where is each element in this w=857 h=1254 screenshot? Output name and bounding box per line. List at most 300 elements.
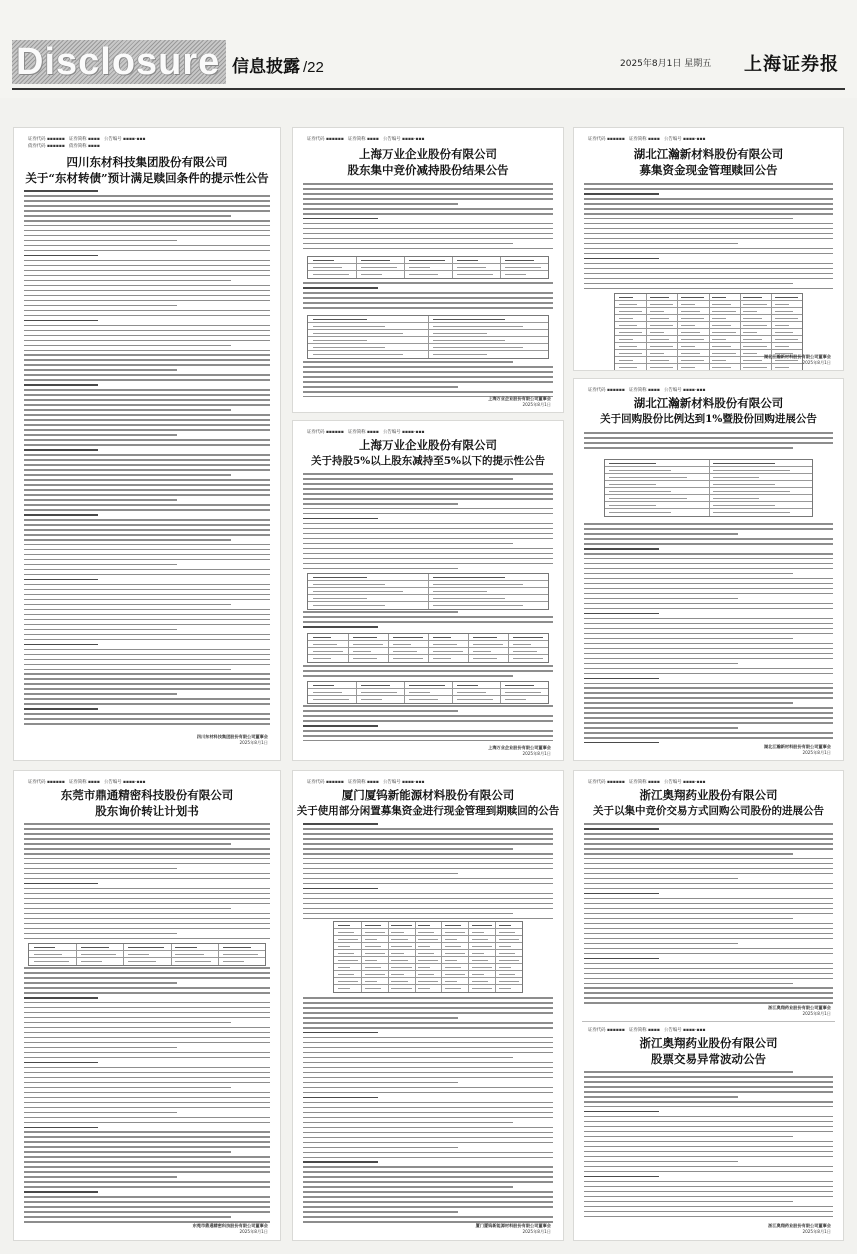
text-line — [584, 717, 833, 719]
text-line — [24, 449, 98, 451]
text-line — [584, 1191, 833, 1193]
text-line — [24, 1052, 270, 1054]
table-cell-text — [619, 353, 642, 355]
text-line — [584, 898, 833, 900]
text-line — [584, 978, 833, 980]
notice-signature — [768, 1223, 831, 1235]
table-divider — [428, 337, 429, 343]
buyback-table — [604, 459, 813, 517]
table-cell-text — [393, 651, 417, 653]
table-cell-text — [472, 946, 492, 948]
table-cell-text — [338, 974, 354, 976]
text-line — [24, 1196, 270, 1198]
text-line — [584, 618, 833, 620]
text-line — [303, 376, 553, 378]
table-row — [308, 696, 548, 703]
table-divider — [677, 308, 678, 314]
table-divider — [404, 257, 405, 263]
signature-date: 2025年8月1日 — [522, 751, 551, 756]
holder-info-table — [307, 573, 549, 610]
table-cell-text — [713, 505, 775, 507]
text-line — [303, 548, 553, 550]
text-line — [24, 1102, 270, 1104]
text-line — [584, 608, 833, 610]
text-line — [303, 558, 553, 560]
notice-company: 上海万业企业股份有限公司 — [359, 438, 497, 452]
text-line — [584, 183, 833, 185]
text-line — [24, 190, 98, 192]
text-line — [24, 210, 270, 212]
text-line — [584, 603, 833, 605]
text-line — [303, 498, 553, 500]
table-divider — [709, 336, 710, 342]
text-line — [24, 225, 270, 227]
text-line — [303, 1191, 553, 1193]
text-line — [584, 223, 833, 225]
signature-org: 四川东材科技集团股份有限公司董事会 — [196, 734, 268, 739]
table-divider — [495, 936, 496, 942]
table-divider — [709, 474, 710, 480]
text-line — [584, 1096, 738, 1098]
table-row — [615, 336, 802, 343]
table-cell-text — [365, 960, 377, 962]
table-cell-text — [681, 325, 695, 327]
text-line — [303, 873, 458, 875]
text-line — [303, 503, 458, 505]
notice-body — [303, 997, 553, 1223]
table-divider — [452, 682, 453, 688]
text-line — [24, 604, 231, 606]
text-line — [24, 200, 270, 202]
table-divider — [740, 308, 741, 314]
text-line — [584, 268, 833, 270]
text-line — [584, 697, 833, 699]
text-line — [303, 823, 378, 825]
stock-codes: 证券代码 ▪▪▪▪▪▪ 证券简称 ▪▪▪▪ 公告编号 ▪▪▪▪-▪▪▪ — [28, 137, 146, 142]
table-divider — [709, 481, 710, 487]
table-row — [308, 602, 548, 609]
table-cell-text — [457, 260, 479, 262]
table-divider — [428, 581, 429, 587]
text-line — [24, 359, 270, 361]
text-line — [24, 205, 270, 207]
table-row — [308, 323, 548, 330]
text-line — [303, 238, 553, 240]
table-cell-text — [313, 692, 342, 694]
text-line — [303, 1047, 553, 1049]
table-cell-text — [713, 463, 775, 465]
text-line — [24, 1146, 270, 1148]
table-divider — [415, 936, 416, 942]
table-cell-text — [365, 946, 381, 948]
text-line — [303, 307, 553, 309]
text-line — [584, 938, 833, 940]
text-line — [584, 553, 833, 555]
text-line — [24, 967, 270, 969]
text-line — [24, 1092, 270, 1094]
table-cell-text — [505, 260, 534, 262]
table-divider — [500, 682, 501, 688]
notice-body — [303, 823, 553, 919]
table-divider — [361, 985, 362, 992]
table-divider — [495, 964, 496, 970]
table-divider — [495, 922, 496, 928]
text-line — [24, 868, 177, 870]
text-line — [24, 664, 270, 666]
text-line — [24, 698, 270, 700]
table-divider — [348, 641, 349, 647]
notice-signature — [764, 354, 831, 366]
text-line — [24, 997, 98, 999]
text-line — [303, 203, 458, 205]
table-cell-text — [609, 512, 671, 514]
signature-date: 2025年8月1日 — [522, 1229, 551, 1234]
table-cell-text — [457, 685, 479, 687]
table-cell-text — [743, 353, 757, 355]
table-divider — [740, 336, 741, 342]
table-cell-text — [681, 346, 695, 348]
text-line — [584, 843, 833, 845]
table-divider — [468, 936, 469, 942]
table-divider — [709, 322, 710, 328]
text-line — [303, 1077, 553, 1079]
text-line — [24, 863, 270, 865]
table-cell-text — [505, 692, 541, 694]
table-row — [334, 957, 522, 964]
text-line — [584, 883, 833, 885]
table-divider — [388, 964, 389, 970]
table-cell-text — [619, 318, 633, 320]
table-cell-text — [418, 988, 430, 990]
text-line — [303, 553, 553, 555]
text-line — [303, 720, 553, 722]
table-divider — [709, 301, 710, 307]
text-line — [303, 1017, 458, 1019]
text-line — [24, 1022, 231, 1024]
text-line — [303, 1201, 553, 1203]
text-line — [24, 1201, 270, 1203]
table-divider — [428, 634, 429, 640]
table-cell-text — [743, 311, 757, 313]
table-divider — [123, 951, 124, 957]
table-cell-text — [457, 699, 493, 701]
table-divider — [388, 634, 389, 640]
text-line — [303, 1166, 553, 1168]
text-line — [24, 977, 270, 979]
cash-management-table — [333, 921, 523, 993]
text-line — [24, 1082, 270, 1084]
text-line — [303, 1206, 553, 1208]
text-line — [24, 878, 270, 880]
table-divider — [771, 308, 772, 314]
text-line — [24, 364, 270, 366]
table-cell-text — [712, 311, 735, 313]
table-cell-text — [313, 598, 367, 600]
text-line — [584, 668, 833, 670]
notice-signature — [197, 734, 268, 746]
table-cell-text — [409, 267, 431, 269]
text-line — [584, 702, 793, 704]
table-divider — [428, 648, 429, 654]
text-line — [584, 997, 833, 999]
text-line — [24, 554, 270, 556]
text-line — [303, 1052, 553, 1054]
text-line — [24, 454, 270, 456]
text-line — [584, 193, 659, 195]
table-cell-text — [338, 988, 350, 990]
text-line — [303, 1057, 513, 1059]
text-line — [584, 983, 793, 985]
text-line — [24, 270, 270, 272]
notice-body — [584, 183, 833, 291]
table-cell-text — [418, 939, 438, 941]
text-line — [24, 1117, 270, 1119]
masthead — [0, 0, 857, 98]
notice-signature — [193, 1223, 268, 1235]
table-divider — [740, 343, 741, 349]
table-divider — [171, 944, 172, 950]
text-line — [584, 288, 833, 290]
table-cell-text — [775, 311, 794, 313]
table-cell-text — [619, 325, 638, 327]
table-cell-text — [743, 332, 757, 334]
text-line — [24, 644, 98, 646]
table-divider — [404, 264, 405, 270]
text-line — [24, 828, 270, 830]
table-cell-text — [472, 960, 488, 962]
table-cell-text — [391, 988, 411, 990]
text-line — [24, 250, 270, 252]
text-line — [24, 1112, 177, 1114]
text-line — [584, 1156, 833, 1158]
notice-headline: 关于以集中竞价交易方式回购公司股份的进展公告 — [593, 805, 824, 817]
table-divider — [428, 655, 429, 662]
text-line — [24, 394, 270, 396]
text-line — [584, 1211, 833, 1213]
text-line — [303, 568, 458, 570]
text-line — [24, 673, 270, 675]
text-line — [303, 233, 553, 235]
text-line — [584, 913, 833, 915]
table-cell-text — [409, 260, 445, 262]
table-cell-text — [391, 981, 407, 983]
table-row — [334, 936, 522, 943]
text-line — [584, 533, 738, 535]
text-line — [24, 310, 270, 312]
text-line — [584, 1146, 833, 1148]
signature-date: 2025年8月1日 — [522, 402, 551, 407]
text-line — [24, 345, 231, 347]
signature-org: 湖北江瀚新材料股份有限公司董事会 — [763, 354, 831, 359]
table-cell-text — [743, 304, 766, 306]
text-line — [24, 659, 270, 661]
text-line — [24, 1097, 270, 1099]
text-line — [24, 260, 270, 262]
table-row — [308, 344, 548, 351]
text-line — [584, 442, 833, 444]
signature-org: 湖北江瀚新材料股份有限公司董事会 — [763, 744, 831, 749]
text-line — [584, 1136, 793, 1138]
table-divider — [646, 315, 647, 321]
table-cell-text — [473, 644, 503, 646]
text-line — [584, 213, 833, 215]
table-cell-text — [775, 304, 789, 306]
table-divider — [404, 682, 405, 688]
table-cell-text — [361, 267, 397, 269]
table-divider — [388, 655, 389, 662]
table-cell-text — [505, 685, 534, 687]
text-line — [24, 669, 231, 671]
text-line — [24, 1176, 177, 1178]
text-line — [24, 838, 270, 840]
text-line — [303, 1072, 553, 1074]
holding-table — [307, 681, 549, 704]
table-cell-text — [505, 274, 527, 276]
table-divider — [709, 315, 710, 321]
table-divider — [428, 641, 429, 647]
table-cell-text — [433, 584, 523, 586]
table-row — [605, 495, 812, 502]
text-line — [584, 838, 833, 840]
text-line — [584, 638, 793, 640]
text-line — [24, 589, 270, 591]
table-cell-text — [433, 326, 523, 328]
table-cell-text — [338, 939, 358, 941]
text-line — [303, 1112, 553, 1114]
notice-headline: 关于使用部分闲置募集资金进行现金管理到期赎回的公告 — [296, 805, 560, 817]
notice-signature — [764, 744, 831, 756]
table-divider — [677, 322, 678, 328]
text-line — [24, 843, 231, 845]
table-cell-text — [650, 332, 664, 334]
table-cell-text — [681, 367, 695, 369]
table-divider — [646, 301, 647, 307]
text-line — [24, 315, 270, 317]
text-line — [584, 623, 833, 625]
text-line — [584, 893, 659, 895]
table-divider — [361, 964, 362, 970]
table-cell-text — [418, 981, 438, 983]
text-line — [24, 1127, 98, 1129]
text-line — [303, 213, 553, 215]
table-divider — [495, 985, 496, 992]
table-cell-text — [473, 637, 497, 639]
text-line — [24, 1161, 270, 1163]
table-divider — [677, 343, 678, 349]
text-line — [303, 1012, 553, 1014]
stock-codes: 证券代码 ▪▪▪▪▪▪ 证券简称 ▪▪▪▪ 公告编号 ▪▪▪▪-▪▪▪ — [588, 780, 706, 785]
table-cell-text — [472, 974, 484, 976]
text-line — [24, 280, 231, 282]
table-divider — [361, 922, 362, 928]
table-cell-text — [712, 339, 726, 341]
table-cell-text — [313, 340, 367, 342]
text-line — [303, 913, 513, 915]
text-line — [24, 230, 270, 232]
table-divider — [468, 971, 469, 977]
table-cell-text — [409, 692, 431, 694]
text-line — [584, 523, 833, 525]
text-line — [584, 732, 833, 734]
text-line — [584, 613, 659, 615]
table-divider — [468, 922, 469, 928]
text-line — [303, 483, 553, 485]
text-line — [584, 437, 833, 439]
table-divider — [468, 641, 469, 647]
text-line — [303, 1216, 553, 1218]
text-line — [24, 823, 270, 825]
table-cell-text — [775, 325, 789, 327]
text-line — [303, 302, 553, 304]
table-divider — [452, 696, 453, 703]
table-divider — [677, 301, 678, 307]
table-cell-text — [409, 699, 438, 701]
table-divider — [740, 315, 741, 321]
text-line — [303, 1161, 378, 1163]
table-divider — [771, 322, 772, 328]
table-cell-text — [713, 512, 791, 514]
text-line — [303, 473, 553, 475]
table-divider — [441, 950, 442, 956]
text-line — [24, 1171, 270, 1173]
text-line — [24, 1077, 270, 1079]
table-cell-text — [650, 297, 669, 299]
text-line — [584, 583, 833, 585]
text-line — [24, 369, 177, 371]
text-line — [24, 898, 270, 900]
table-row — [605, 467, 812, 474]
table-cell-text — [391, 960, 407, 962]
table-cell-text — [619, 297, 633, 299]
text-line — [584, 1076, 833, 1078]
text-line — [584, 633, 833, 635]
table-cell-text — [433, 340, 505, 342]
notice-body — [303, 665, 553, 679]
table-divider — [646, 357, 647, 363]
table-row — [334, 950, 522, 957]
text-line — [303, 528, 553, 530]
table-divider — [709, 495, 710, 501]
table-cell-text — [433, 333, 487, 335]
notice-body — [24, 823, 270, 941]
table-cell-text — [472, 967, 492, 969]
text-line — [24, 474, 231, 476]
text-line — [584, 973, 833, 975]
signature-date: 2025年8月1日 — [239, 740, 268, 745]
text-line — [303, 188, 553, 190]
text-line — [584, 1126, 833, 1128]
table-cell-text — [650, 318, 669, 320]
notice-panel-jianghan-buyback — [573, 378, 844, 761]
text-line — [584, 1186, 833, 1188]
table-cell-text — [418, 960, 438, 962]
table-cell-text — [313, 354, 403, 356]
table-divider — [361, 957, 362, 963]
text-line — [584, 1081, 833, 1083]
table-cell-text — [681, 339, 704, 341]
notice-body — [303, 473, 553, 571]
text-line — [303, 878, 553, 880]
text-line — [584, 1171, 833, 1173]
notice-panel-wanye-threshold — [292, 420, 564, 761]
table-divider — [500, 271, 501, 278]
table-divider — [709, 509, 710, 516]
table-cell-text — [313, 347, 385, 349]
table-divider — [646, 308, 647, 314]
table-cell-text — [445, 939, 457, 941]
table-cell-text — [418, 946, 430, 948]
table-cell-text — [175, 961, 210, 963]
